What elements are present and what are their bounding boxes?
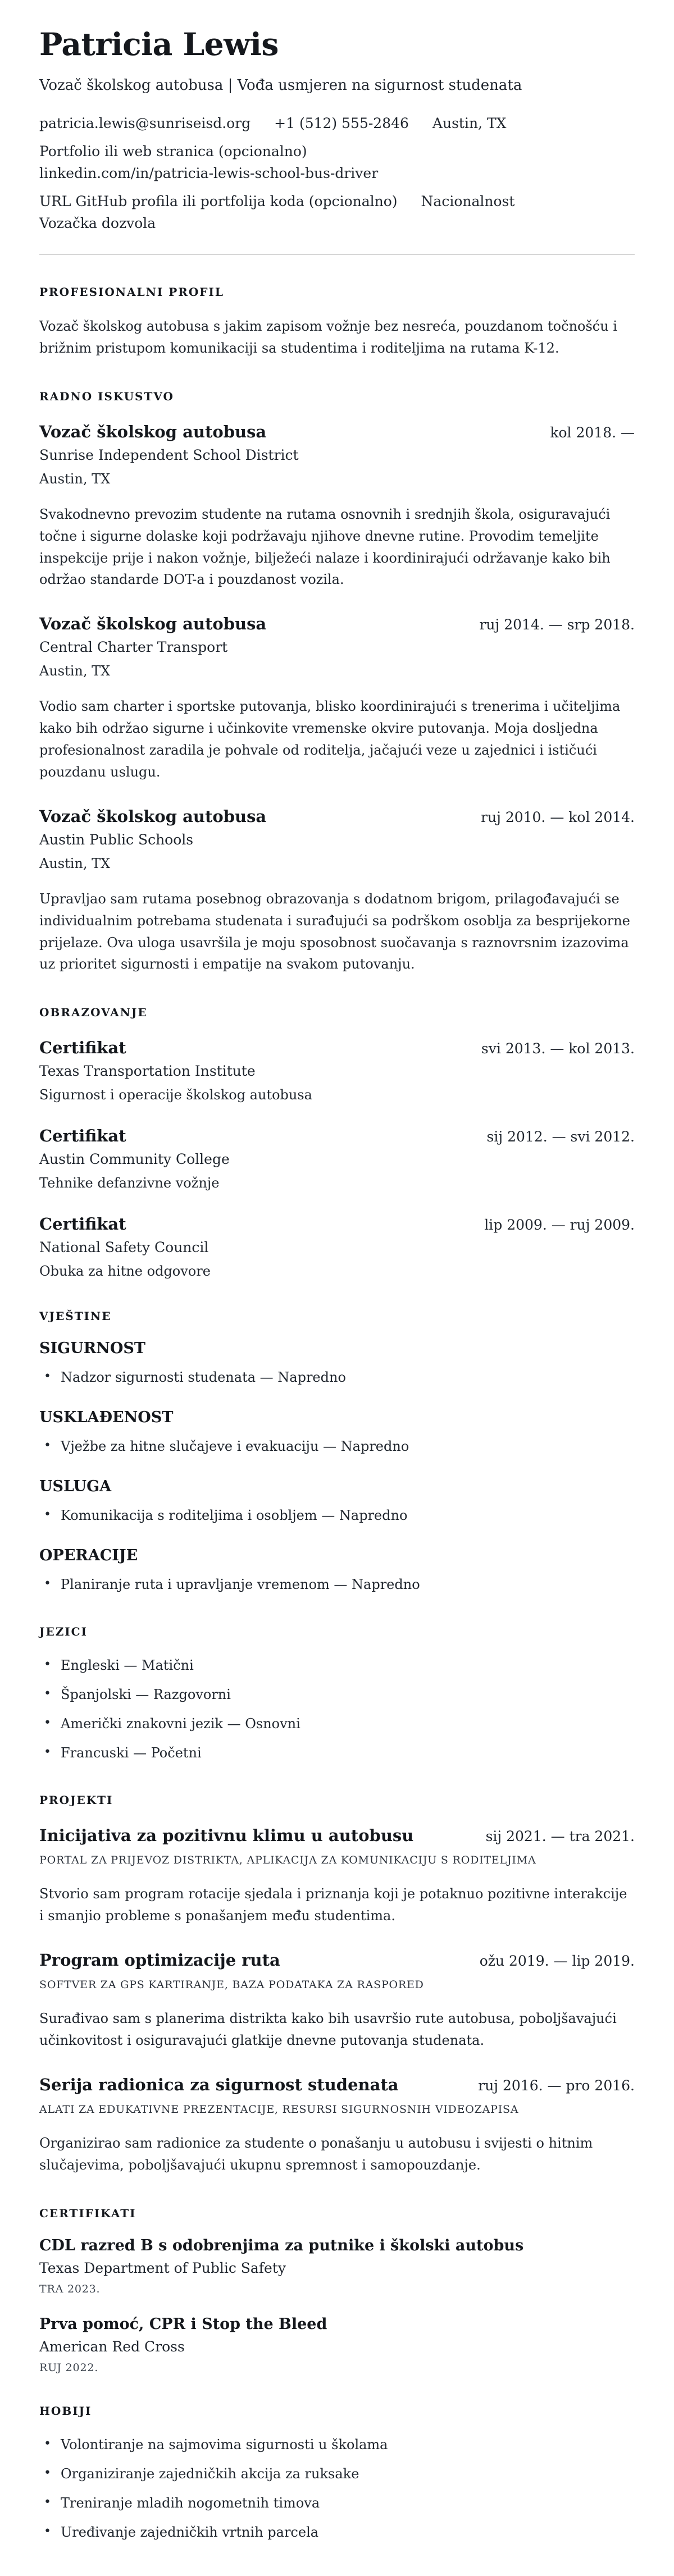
section-skills (39, 1309, 635, 1595)
project-entry-head (39, 2075, 635, 2094)
hobby-item: • Uređivanje zajedničkih vrtnih parcela (39, 2522, 635, 2542)
education-school: National Safety Council (39, 1239, 209, 1256)
contact-nationality: Nacionalnost (421, 193, 515, 209)
contact-location: Austin, TX (432, 115, 507, 131)
job-date: ruj 2014. — srp 2018. (479, 616, 635, 633)
project-entry-head (39, 1826, 635, 1845)
skill-list (39, 1574, 635, 1595)
job-company: Central Charter Transport (39, 639, 228, 656)
education-entry-head (39, 1038, 635, 1057)
education-entry-head (39, 1126, 635, 1145)
job-location: Austin, TX (39, 471, 111, 487)
section-education (39, 1006, 635, 1279)
job-description: Svakodnevno prevozim studente na rutama osnovnih i srednjih škola, osiguravajući točne i sigurne dolaske koji podržavaju njihove dnevne rutine. Provodim temeljite inspekcije prije i nakon vožnje, bilježeći nalaze i koordinirajući održavanje kako bih održao standarde DOT-a i pouzdanost vozila. (39, 506, 611, 588)
skill-item: • Vježbe za hitne slučajeve i evakuaciju — Napredno (39, 1436, 635, 1456)
job-company: Austin Public Schools (39, 831, 194, 848)
job-title: Vozač školskog autobusa (39, 614, 267, 634)
education-entry (39, 1038, 635, 1103)
resume-header (39, 26, 635, 255)
section-heading-skills: VJEŠTINE (39, 1309, 112, 1323)
education-school: Austin Community College (39, 1151, 230, 1168)
contact-row-1 (39, 115, 635, 131)
skill-item: • Nadzor sigurnosti studenata — Napredno (39, 1367, 635, 1387)
section-heading-education: OBRAZOVANJE (39, 1006, 148, 1020)
skill-category: OPERACIJE (39, 1547, 138, 1565)
project-date: ožu 2019. — lip 2019. (479, 1953, 635, 1969)
education-entry (39, 1126, 635, 1191)
project-entry-head (39, 1951, 635, 1970)
section-heading-languages: JEZICI (39, 1625, 88, 1639)
skill-list (39, 1367, 635, 1387)
section-projects (39, 1793, 635, 2176)
contact-row-3 (39, 193, 635, 231)
education-school: Texas Transportation Institute (39, 1063, 256, 1080)
section-hobbies (39, 2404, 635, 2542)
job-entry (39, 807, 635, 976)
contact-github: URL GitHub profila ili portfolija koda (opcionalno) (39, 193, 398, 209)
project-title: Serija radionica za sigurnost studenata (39, 2075, 399, 2094)
section-heading-certifications: CERTIFIKATI (39, 2206, 136, 2220)
section-certifications (39, 2207, 635, 2374)
project-title: Program optimizacije ruta (39, 1951, 280, 1970)
skill-item: • Komunikacija s roditeljima i osobljem — Napredno (39, 1505, 635, 1525)
contact-portfolio: Portfolio ili web stranica (opcionalno) (39, 143, 307, 159)
education-detail: Tehnike defanzivne vožnje (39, 1175, 220, 1191)
project-entry (39, 1826, 635, 1927)
job-location: Austin, TX (39, 855, 111, 871)
skill-list (39, 1505, 635, 1525)
job-description: Vodio sam charter i sportske putovanja, blisko koordinirajući s trenerima i učiteljima kako bih održao sigurne i učinkovite vremenske okvire putovanja. Moja dosljedna profesionalnost zaradila je pohvale od roditelja, jačajući veze u zajednici i ističući pouzdanu uslugu. (39, 698, 621, 780)
person-name: Patricia Lewis (39, 26, 279, 62)
project-entry (39, 1951, 635, 2052)
certification-title: Prva pomoć, CPR i Stop the Bleed (39, 2315, 327, 2333)
language-item: • Američki znakovni jezik — Osnovni (39, 1714, 635, 1734)
skill-category: SIGURNOST (39, 1340, 145, 1358)
hobby-item: • Volontiranje na sajmovima sigurnosti u školama (39, 2435, 635, 2455)
project-tools: SOFTVER ZA GPS KARTIRANJE, BAZA PODATAKA ZA RASPORED (39, 1979, 424, 1991)
project-date: ruj 2016. — pro 2016. (478, 2077, 635, 2094)
profile-text: Vozač školskog autobusa s jakim zapisom vožnje bez nesreća, pouzdanom točnošću i brižnim pristupom komunikaciji sa studentima i roditeljima na rutama K-12. (39, 318, 617, 356)
job-date: ruj 2010. — kol 2014. (481, 809, 635, 825)
education-entry-head (39, 1214, 635, 1234)
education-date: svi 2013. — kol 2013. (481, 1040, 635, 1057)
hobby-item: • Organiziranje zajedničkih akcija za ruksake (39, 2464, 635, 2484)
contact-row-2 (39, 143, 635, 181)
project-description: Organizirao sam radionice za studente o ponašanju u autobusu i svijesti o hitnim slučajevima, poboljšavajući ukupnu spremnost i samopouzdanje. (39, 2135, 593, 2173)
certification-org: American Red Cross (39, 2338, 185, 2355)
section-heading-hobbies: HOBIJI (39, 2404, 92, 2418)
project-title: Inicijativa za pozitivnu klimu u autobusu (39, 1826, 414, 1846)
language-list (39, 1655, 635, 1763)
education-date: sij 2012. — svi 2012. (486, 1129, 635, 1145)
header-divider (39, 254, 635, 255)
section-languages (39, 1625, 635, 1763)
project-description: Surađivao sam s planerima distrikta kako bih usavršio rute autobusa, poboljšavajući učinkovitost i osiguravajući glatkije dnevne putovanja studenata. (39, 2011, 617, 2048)
project-tools: PORTAL ZA PRIJEVOZ DISTRIKTA, APLIKACIJA ZA KOMUNIKACIJU S RODITELJIMA (39, 1854, 536, 1867)
skill-category: USLUGA (39, 1478, 112, 1496)
certification-title: CDL razred B s odobrenjima za putnike i školski autobus (39, 2236, 524, 2254)
job-location: Austin, TX (39, 663, 111, 679)
section-heading-experience: RADNO ISKUSTVO (39, 389, 174, 403)
project-tools: ALATI ZA EDUKATIVNE PREZENTACIJE, RESURSI SIGURNOSNIH VIDEOZAPISA (39, 2103, 519, 2116)
job-entry-head (39, 614, 635, 633)
education-title: Certifikat (39, 1214, 126, 1234)
contact-email: patricia.lewis@sunriseisd.org (39, 115, 251, 131)
hobby-item: • Treniranje mladih nogometnih timova (39, 2493, 635, 2513)
job-entry-head (39, 807, 635, 826)
section-profile (39, 285, 635, 359)
job-title: Vozač školskog autobusa (39, 806, 267, 826)
language-item: • Francuski — Početni (39, 1743, 635, 1763)
project-description: Stvorio sam program rotacije sjedala i priznanja koji je potaknuo pozitivne interakcije i smanjio probleme s ponašanjem među studentima. (39, 1886, 627, 1924)
contact-phone: +1 (512) 555-2846 (274, 115, 409, 131)
skill-list (39, 1436, 635, 1456)
job-date: kol 2018. — (550, 424, 635, 441)
certification-entry (39, 2315, 635, 2374)
section-heading-projects: PROJEKTI (39, 1793, 113, 1807)
education-detail: Obuka za hitne odgovore (39, 1263, 211, 1280)
project-date: sij 2021. — tra 2021. (485, 1828, 635, 1845)
education-title: Certifikat (39, 1126, 126, 1146)
education-entry (39, 1214, 635, 1279)
education-detail: Sigurnost i operacije školskog autobusa (39, 1087, 312, 1103)
job-description: Upravljao sam rutama posebnog obrazovanja s dodatnom brigom, prilagođavajući se individualnim potrebama studenata i surađujući sa podrškom osoblja za besprijekorne prijelaze. Ova uloga usavršila je moju sposobnost suočavanja s raznovrsnim izazovima uz prioritet sigurnosti i empatije na svakom putovanju. (39, 890, 630, 972)
job-entry (39, 614, 635, 783)
contact-linkedin: linkedin.com/in/patricia-lewis-school-bus-driver (39, 165, 379, 181)
certification-date: TRA 2023. (39, 2282, 101, 2295)
job-title: Vozač školskog autobusa (39, 422, 267, 441)
section-heading-profile: PROFESIONALNI PROFIL (39, 285, 224, 299)
job-company: Sunrise Independent School District (39, 446, 299, 463)
language-item: • Španjolski — Razgovorni (39, 1684, 635, 1705)
education-date: lip 2009. — ruj 2009. (484, 1217, 635, 1234)
contact-license: Vozačka dozvola (39, 215, 156, 231)
certification-date: RUJ 2022. (39, 2361, 99, 2374)
skill-item: • Planiranje ruta i upravljanje vremenom — Napredno (39, 1574, 635, 1595)
job-entry (39, 422, 635, 591)
section-experience (39, 390, 635, 976)
job-entry-head (39, 422, 635, 441)
language-item: • Engleski — Matični (39, 1655, 635, 1675)
person-tagline: Vozač školskog autobusa | Vođa usmjeren na sigurnost studenata (39, 77, 522, 94)
education-title: Certifikat (39, 1038, 126, 1058)
skill-category: USKLAĐENOST (39, 1409, 174, 1427)
project-entry (39, 2075, 635, 2176)
hobby-list (39, 2435, 635, 2542)
certification-org: Texas Department of Public Safety (39, 2259, 286, 2276)
certification-entry (39, 2237, 635, 2295)
